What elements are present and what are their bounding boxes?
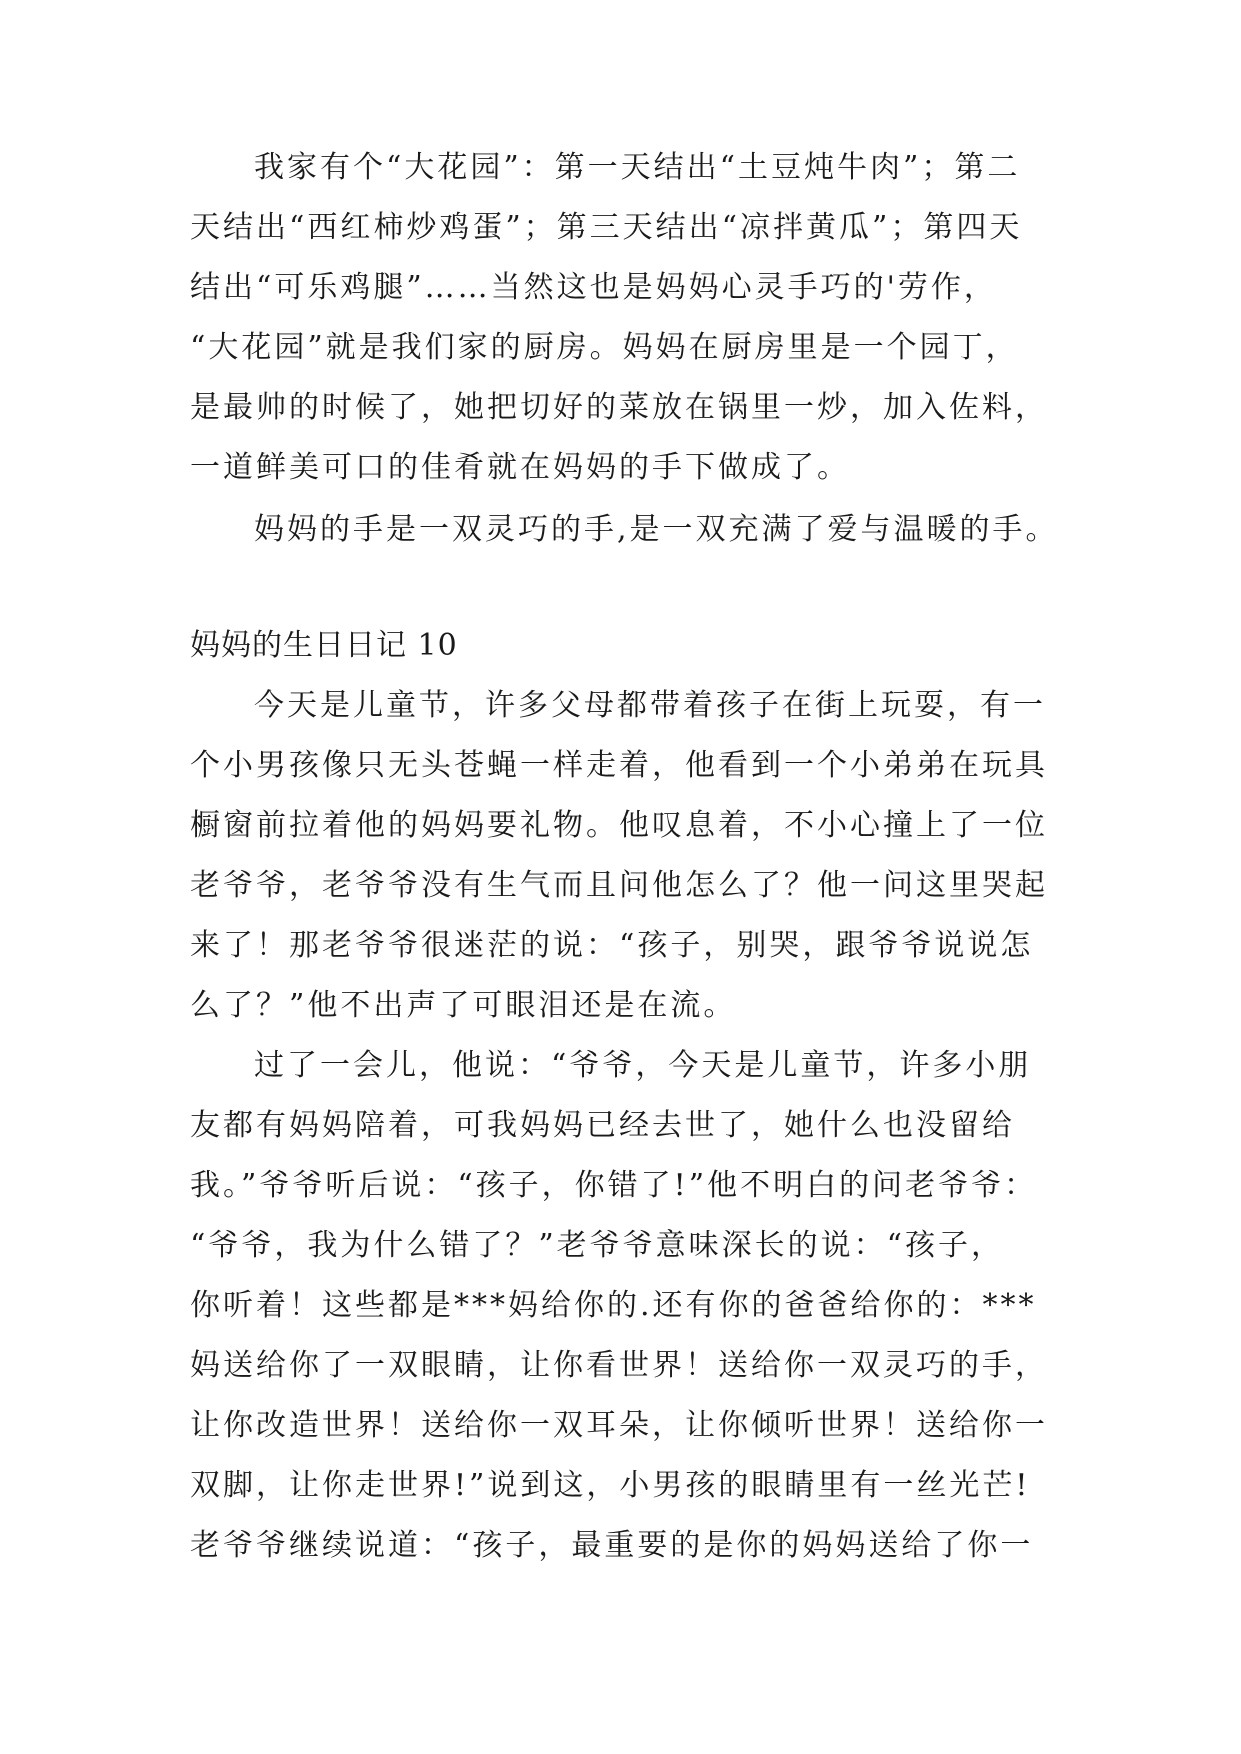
paragraph-3-line-1: 今天是儿童节，许多父母都带着孩子在街上玩耍，有一 — [254, 688, 1046, 723]
paragraph-4-line-9: 老爷爷继续说道：“孩子，最重要的是你的妈妈送给了你一 — [190, 1528, 1034, 1563]
paragraph-4-line-8: 双脚，让你走世界!”说到这，小男孩的眼睛里有一丝光芒! — [190, 1468, 1031, 1503]
paragraph-3-line-2: 个小男孩像只无头苍蝇一样走着，他看到一个小弟弟在玩具 — [190, 748, 1048, 783]
paragraph-4-line-1: 过了一会儿，他说：“爷爷，今天是儿童节，许多小朋 — [254, 1048, 1032, 1083]
paragraph-3-line-5: 来了！那老爷爷很迷茫的说：“孩子，别哭，跟爷爷说说怎 — [190, 928, 1034, 963]
paragraph-3-line-6: 么了？”他不出声了可眼泪还是在流。 — [190, 988, 737, 1023]
paragraph-4-line-6: 妈送给你了一双眼睛，让你看世界！送给你一双灵巧的手， — [190, 1348, 1048, 1383]
section-title: 妈妈的生日日记 10 — [190, 628, 458, 663]
paragraph-4-line-7: 让你改造世界！送给你一双耳朵，让你倾听世界！送给你一 — [190, 1408, 1048, 1443]
paragraph-1-line-1: 我家有个“大花园”：第一天结出“土豆炖牛肉”；第二 — [254, 150, 1021, 185]
paragraph-2-line-1: 妈妈的手是一双灵巧的手,是一双充满了爱与温暖的手。 — [254, 512, 1059, 547]
paragraph-4-line-2: 友都有妈妈陪着，可我妈妈已经去世了，她什么也没留给 — [190, 1108, 1015, 1143]
paragraph-3-line-3: 橱窗前拉着他的妈妈要礼物。他叹息着，不小心撞上了一位 — [190, 808, 1048, 843]
paragraph-4-line-5: 你听着！这些都是***妈给你的.还有你的爸爸给你的：*** — [190, 1288, 1037, 1323]
paragraph-3-line-4: 老爷爷，老爷爷没有生气而且问他怎么了？他一问这里哭起 — [190, 868, 1048, 903]
paragraph-1-line-3: 结出“可乐鸡腿”……当然这也是妈妈心灵手巧的'劳作， — [190, 270, 997, 305]
paragraph-1-line-2: 天结出“西红柿炒鸡蛋”；第三天结出“凉拌黄瓜”；第四天 — [190, 210, 1023, 245]
paragraph-1-line-5: 是最帅的时候了，她把切好的菜放在锅里一炒，加入佐料， — [190, 390, 1048, 425]
paragraph-1-line-6: 一道鲜美可口的佳肴就在妈妈的手下做成了。 — [190, 450, 850, 485]
paragraph-1-line-4: “大花园”就是我们家的厨房。妈妈在厨房里是一个园丁， — [190, 330, 1019, 365]
paragraph-4-line-3: 我。”爷爷听后说：“孩子，你错了!”他不明白的问老爷爷： — [190, 1168, 1038, 1203]
paragraph-4-line-4: “爷爷，我为什么错了？”老爷爷意味深长的说：“孩子， — [190, 1228, 1005, 1263]
